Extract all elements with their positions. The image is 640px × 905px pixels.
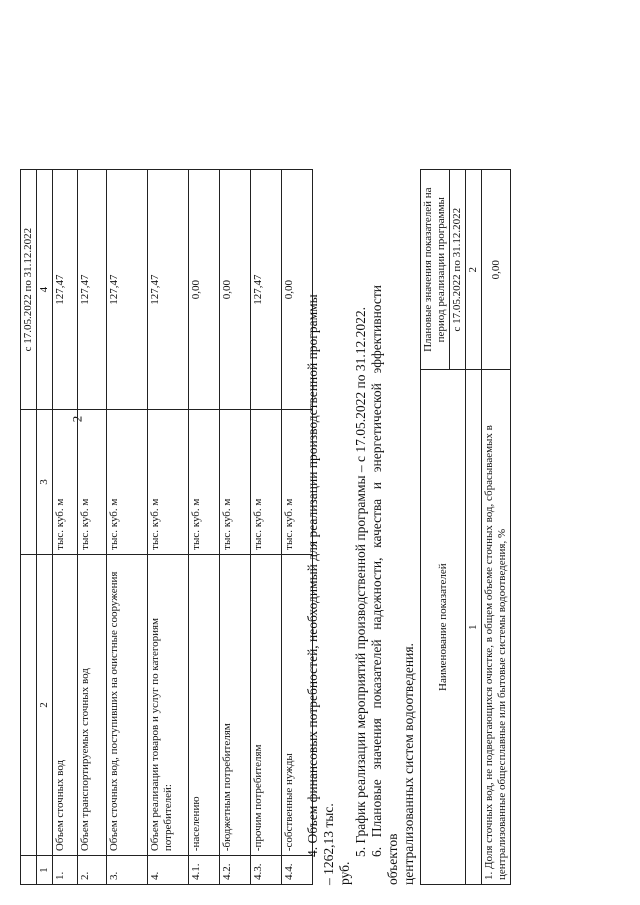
- row-number: 1.: [53, 856, 78, 885]
- rotated-content: [20, 25, 610, 885]
- row-name: Объем сточных вод: [53, 554, 78, 855]
- paragraph-4-continuation: руб.: [337, 861, 352, 885]
- row-number: 3.: [107, 856, 148, 885]
- col-number: 2: [466, 170, 482, 370]
- col-number: 2: [37, 554, 53, 855]
- row-value: 127,47: [53, 170, 78, 410]
- row-name: 1. Доля сточных вод, не подвергающихся очистке, в общем объеме сточных вод, сбрасываемых в централизованные общесплавные или бытовые системы водоотведения, %: [482, 370, 511, 885]
- row-number: 4.3.: [251, 856, 282, 885]
- row-unit: тыс. куб. м: [251, 410, 282, 555]
- row-unit: тыс. куб. м: [53, 410, 78, 555]
- row-number: 4.1.: [189, 856, 220, 885]
- row-name: -собственные нужды: [282, 554, 313, 855]
- row-number: 4.2.: [220, 856, 251, 885]
- row-unit: тыс. куб. м: [220, 410, 251, 555]
- row-value: 127,47: [148, 170, 189, 410]
- row-unit: тыс. куб. м: [148, 410, 189, 555]
- row-value: 0,00: [189, 170, 220, 410]
- row-value: 127,47: [78, 170, 107, 410]
- header-period: с 17.05.2022 по 31.12.2022: [450, 170, 466, 370]
- production-volume-table: [20, 169, 313, 885]
- row-value: 0,00: [482, 170, 511, 370]
- table-row: [53, 170, 78, 885]
- header-cell-blank: [21, 554, 37, 855]
- table-row: [220, 170, 251, 885]
- table-row: [148, 170, 189, 885]
- table-row: [107, 170, 148, 885]
- table-header-row: [421, 170, 450, 885]
- col-number: 4: [37, 170, 53, 410]
- paragraph-4: 4. Объем финансовых потребностей, необходимый для реализации производственной программы – 1262,13 тыс.: [305, 294, 336, 885]
- paragraph-6: 6. Плановые значения показателей надежности, качества и энергетической эффективности объектов: [369, 285, 400, 885]
- header-name: Наименование показателей: [421, 370, 466, 885]
- row-name: -бюджетным потребителям: [220, 554, 251, 855]
- row-name: Объем сточных вод, поступивших на очистные сооружения: [107, 554, 148, 855]
- paragraph-6-continuation: централизованных систем водоотведения.: [401, 643, 416, 885]
- row-value: 0,00: [282, 170, 313, 410]
- row-name: -населению: [189, 554, 220, 855]
- row-unit: тыс. куб. м: [189, 410, 220, 555]
- col-number: 3: [37, 410, 53, 555]
- page-number: 2: [69, 415, 85, 423]
- row-unit: тыс. куб. м: [78, 410, 107, 555]
- row-unit: тыс. куб. м: [107, 410, 148, 555]
- reliability-indicators-table: [420, 169, 511, 885]
- header-period: с 17.05.2022 по 31.12.2022: [21, 170, 37, 410]
- row-number: 4.4.: [282, 856, 313, 885]
- table-row: [251, 170, 282, 885]
- row-unit: тыс. куб. м: [282, 410, 313, 555]
- row-number: 4.: [148, 856, 189, 885]
- column-numbers-row: [466, 170, 482, 885]
- table-row: [189, 170, 220, 885]
- paragraph-5: 5. График реализации мероприятий производственной программы – с 17.05.2022 по 31.12.2022.: [353, 306, 368, 857]
- row-number: 2.: [78, 856, 107, 885]
- col-number: 1: [466, 370, 482, 885]
- header-cell-blank: [21, 856, 37, 885]
- row-value: 127,47: [251, 170, 282, 410]
- header-cell-blank: [21, 410, 37, 555]
- table-row: [482, 170, 511, 885]
- paragraphs: [305, 285, 417, 885]
- table-header-row: [21, 170, 37, 885]
- row-name: Объем реализации товаров и услуг по категориям потребителей:: [148, 554, 189, 855]
- row-value: 0,00: [220, 170, 251, 410]
- row-name: Объем транспортируемых сточных вод: [78, 554, 107, 855]
- row-value: 127,47: [107, 170, 148, 410]
- col-number: 1: [37, 856, 53, 885]
- table-row: [78, 170, 107, 885]
- column-numbers-row: [37, 170, 53, 885]
- header-plan: Плановые значения показателей на период реализации программы: [421, 170, 450, 370]
- row-name: -прочим потребителям: [251, 554, 282, 855]
